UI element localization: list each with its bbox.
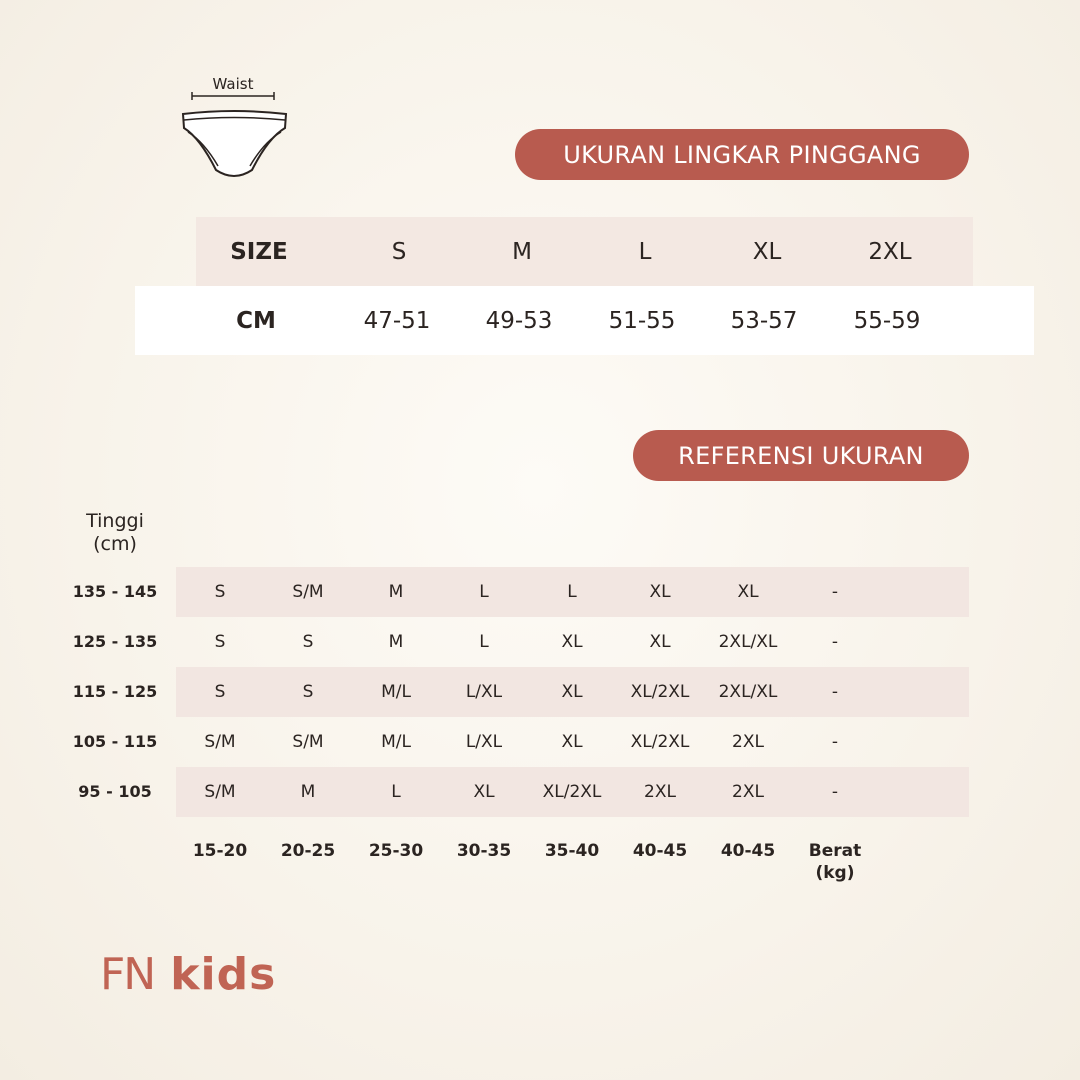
cm-header: CM [236, 307, 276, 334]
size-suggestion-cell: XL [737, 582, 759, 602]
weight-range-label: 30-35 [456, 841, 512, 861]
size-suggestion-cell: S [214, 682, 226, 702]
size-header: SIZE [230, 238, 288, 265]
size-suggestion-cell: - [831, 682, 839, 702]
size-cell: 2XL [868, 238, 912, 265]
size-suggestion-cell: L [479, 632, 489, 652]
cm-cell: 51-55 [608, 307, 676, 334]
size-suggestion-cell: M [300, 782, 316, 802]
size-suggestion-cell: 2XL/XL [718, 682, 778, 702]
size-suggestion-cell: M/L [381, 732, 411, 752]
cm-cell: 47-51 [363, 307, 431, 334]
size-suggestion-cell: XL/2XL [630, 682, 690, 702]
size-cell: L [638, 238, 652, 265]
cm-cell: 49-53 [485, 307, 553, 334]
size-suggestion-cell: XL/2XL [630, 732, 690, 752]
weight-range-label: 20-25 [280, 841, 336, 861]
cm-cell: 53-57 [730, 307, 798, 334]
size-suggestion-cell: S/M [292, 732, 324, 752]
brand-mark: FN [100, 948, 155, 1000]
size-suggestion-cell: S/M [204, 782, 236, 802]
size-suggestion-cell: L/XL [465, 732, 503, 752]
size-suggestion-cell: S [302, 682, 314, 702]
brand-name: kids [170, 948, 277, 1000]
waist-label: Waist [212, 75, 254, 93]
cm-row [135, 286, 1034, 355]
size-suggestion-cell: M [388, 632, 404, 652]
size-suggestion-cell: - [831, 582, 839, 602]
table-row [176, 617, 969, 667]
size-suggestion-cell: M/L [381, 682, 411, 702]
size-suggestion-cell: XL [473, 782, 495, 802]
size-suggestion-cell: S [302, 632, 314, 652]
waist-size-heading: UKURAN LINGKAR PINGGANG [515, 129, 969, 180]
height-range-label: 125 - 135 [72, 632, 158, 651]
height-range-label: 95 - 105 [78, 782, 152, 801]
table-row [176, 717, 969, 767]
size-suggestion-cell: M [388, 582, 404, 602]
size-suggestion-cell: S/M [204, 732, 236, 752]
size-reference-heading: REFERENSI UKURAN [633, 430, 969, 481]
weight-range-label: 15-20 [192, 841, 248, 861]
size-suggestion-cell: L [479, 582, 489, 602]
table-row [176, 667, 969, 717]
size-suggestion-cell: S [214, 582, 226, 602]
weight-range-label: 40-45 [632, 841, 688, 861]
cm-cell: 55-59 [853, 307, 921, 334]
size-suggestion-cell: XL [561, 682, 583, 702]
height-range-label: 105 - 115 [72, 732, 158, 751]
size-suggestion-cell: 2XL [644, 782, 676, 802]
size-suggestion-cell: XL/2XL [542, 782, 602, 802]
brand-logo [100, 950, 276, 998]
height-range-label: 115 - 125 [72, 682, 158, 701]
size-suggestion-cell: L/XL [465, 682, 503, 702]
size-cell: M [512, 238, 532, 265]
size-suggestion-cell: L [567, 582, 577, 602]
size-cell: S [391, 238, 407, 265]
table-row [176, 767, 969, 817]
size-suggestion-cell: XL [561, 732, 583, 752]
size-suggestion-cell: - [831, 782, 839, 802]
size-suggestion-cell: - [831, 632, 839, 652]
size-suggestion-cell: S [214, 632, 226, 652]
weight-range-label: 40-45 [720, 841, 776, 861]
weight-range-label: 25-30 [368, 841, 424, 861]
table-row [176, 567, 969, 617]
size-suggestion-cell: XL [649, 632, 671, 652]
size-suggestion-cell: 2XL/XL [718, 632, 778, 652]
size-suggestion-cell: XL [561, 632, 583, 652]
weight-range-label: 35-40 [544, 841, 600, 861]
height-range-label: 135 - 145 [72, 582, 158, 601]
size-suggestion-cell: L [391, 782, 401, 802]
size-suggestion-cell: - [831, 732, 839, 752]
weight-axis-label: Berat (kg) [808, 841, 862, 883]
size-suggestion-cell: 2XL [732, 732, 764, 752]
size-cell: XL [752, 238, 782, 265]
size-suggestion-cell: S/M [292, 582, 324, 602]
size-suggestion-cell: 2XL [732, 782, 764, 802]
size-suggestion-cell: XL [649, 582, 671, 602]
height-axis-label: Tinggi (cm) [86, 510, 144, 555]
size-header-row [196, 217, 973, 286]
